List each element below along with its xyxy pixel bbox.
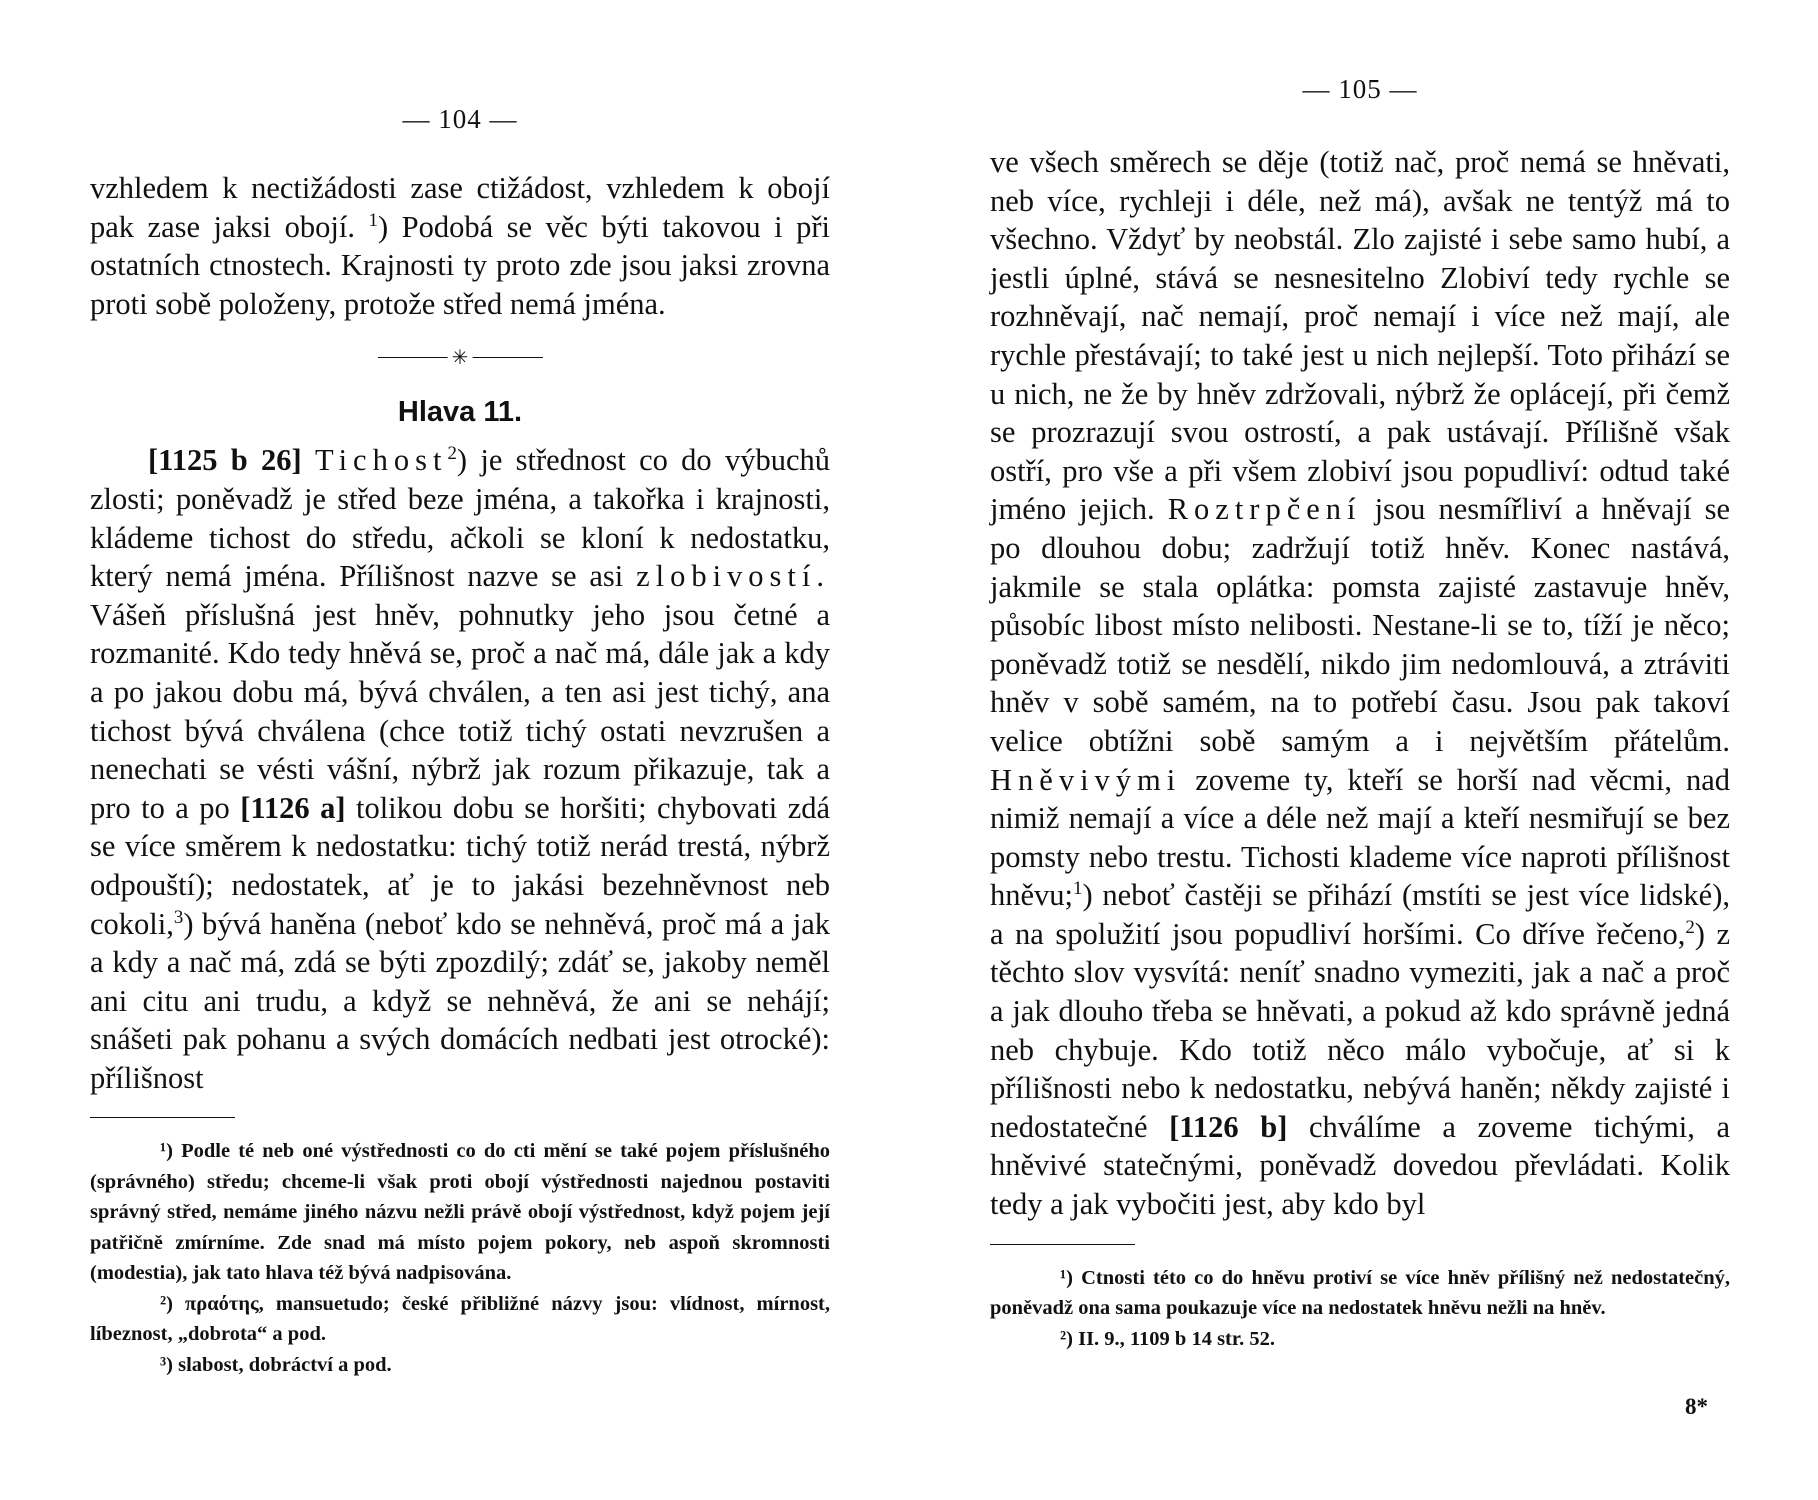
footnote-marker: 1 — [368, 209, 378, 231]
footnote-2: ²) II. 9., 1109 b 14 str. 52. — [1060, 1327, 1275, 1350]
paragraph-text: jsou nesmířliví a hněvají se po dlouhou dobu; zadržují totiž hněv. Konec nastává, jakmile se stala oplátka: pomsta zajisté zastavuje hněv, působíc libost místo nelibosti. Nestane-li se to, tíží je něco; poněvadž totiž se nesdělí, nikdo jim nedomlouvá, a ztráviti hněv v sobě samém, na to potřebí času. Jsou pak takoví velice obtížni sobě samým a i největším přátelům. — [990, 492, 1730, 758]
footnote-marker: 3 — [173, 906, 184, 928]
paragraph-text: tolikou dobu se horšiti; chybovati zdá se více směrem k nedostatku: tichý totiž nerád trestá, nýbrž odpouští); nedostatek, ať je to jakási bezehněvnost neb cokoli, — [90, 790, 831, 941]
footnote-marker: 1 — [1073, 878, 1083, 900]
intro-paragraph — [90, 169, 830, 323]
bekker-reference: [1126 a] — [240, 790, 346, 825]
footnote-3: ³) slabost, dobráctví a pod. — [160, 1353, 392, 1376]
section-divider — [378, 345, 543, 370]
intro-text: vzhledem k nectižádosti zase ctižádost, vzhledem k obojí pak zase jaksi obojí. — [90, 171, 830, 244]
paragraph-text: chválíme a zoveme tichými, a hněvivé statečnými, poněvadž dovedou převládati. Kolik tedy a jak vybočiti jest, aby kdo byl — [990, 1109, 1730, 1222]
paragraph-text: ) je střednost co do výbuchů zlosti; poněvadž je střed beze jména, a takořka i krajnosti, kládeme tichost do středu, ačkoli se kloní k nedostatku, který nemá jména. Přílišnost nazve se asi — [90, 443, 831, 594]
footnote-rule — [990, 1244, 1135, 1245]
chapter-paragraph — [90, 441, 830, 1097]
footnotes — [90, 1136, 830, 1380]
main-paragraph — [990, 143, 1730, 1224]
term-zlobivost: zlobivostí. — [636, 559, 830, 594]
term-hnevivi: Hněvivými — [990, 762, 1182, 797]
footnote-1: ¹) Podle té neb oné výstřednosti co do cti mění se také pojem příslušného (správného) středu; chceme-li však proti obojí výstřednosti najednou postaviti správný střed, nemáme jiného názvu nežli právě obojí výstřednost, když pojem její patřičně zmírníme. Zde snad má místo pojem pokory, neb aspoň skromnosti (modestia), jak tato hlava též bývá nadpisována. — [90, 1140, 830, 1285]
footnote-rule — [90, 1117, 235, 1118]
term-roztrpceni: Roztrpčení — [1167, 492, 1362, 527]
term-tichost: Tichost — [315, 443, 448, 478]
printer-signature: 8* — [1685, 1394, 1708, 1419]
footnotes — [990, 1263, 1730, 1355]
paragraph-text: ) neboť častěji se přihází (mstíti se jest více lidské), a na spolužití jsou popudliví horšími. Co dříve řečeno, — [990, 878, 1730, 951]
asterisk-ornament-icon: ✳ — [448, 345, 473, 369]
footnote-2: ²) πραότης, mansuetudo; české přibližné názvy jsou: vlídnost, mírnost, líbeznost, „dobrota“ a pod. — [90, 1292, 830, 1346]
footnote-1: ¹) Ctnosti této co do hněvu protiví se více hněv přílišný než nedostatečný, poněvadž ona sama poukazuje více na nedostatek hněvu nežli na hněv. — [990, 1266, 1730, 1320]
paragraph-text: zoveme ty, kteří se horší nad věcmi, nad nimiž nemají a více a déle než mají a kteří nesmiřují se bez pomsty nebo trestu. Tichosti klademe více naproti přílišnost hněvu; — [990, 762, 1731, 913]
paragraph-text: ve všech směrech se děje (totiž nač, proč nemá se hněvati, neb více, rychleji i déle, než má), avšak ne tentýž má to všechno. Vždyť by neobstál. Zlo zajisté i sebe samo hubí, a jestli úplné, stává se nesnesitelno Zlobiví tedy rychle se rozhněvají, nač nemají, proč nemají i více než mají, ale rychle přestávají; to také jest u nich nejlepší. Toto přihází se u nich, ne že by hněv zdržovali, nýbrž že oplácejí, při čemž se prozrazují svou ostrostí, a pak ustávají. Přílišně však ostří, pro vše a při všem zlobiví jsou popudliví: odtud také jméno jejich. — [990, 145, 1730, 527]
intro-continuation: ) Podobá se věc býti takovou i při ostatních ctnostech. Krajnosti ty proto zde jsou jaksi zrovna proti sobě položeny, protože střed nemá jména. — [90, 209, 830, 321]
paragraph-text: Vášeň příslušná jest hněv, pohnutky jeho jsou četné a rozmanité. Kdo tedy hněvá se, proč a nač má, dále jak a kdy a po jakou dobu má, bývá chválen, a ten asi jest tichý, ana tichost bývá chválena (chce totiž tichý ostati nevzrušen a nenechati se vésti vášní, nýbrž jak rozum přikazuje, tak a pro to a po — [90, 597, 830, 825]
paragraph-text: ) bývá haněna (neboť kdo se nehněvá, proč má a jak a kdy a nač má, zdá se býti zpozdilý; zdáť se, jakoby neměl ani citu ani trudu, a když se nehněvá, že ani se nehájí; snášeti pak pohanu a svých domácích nedbati jest otrocké): přílišnost — [90, 906, 830, 1095]
left-page — [90, 0, 830, 1380]
footnote-marker: 2 — [1685, 916, 1695, 938]
chapter-heading: Hlava 11. — [397, 396, 523, 429]
page-number: — 105 — — [1302, 74, 1418, 104]
footnote-marker: 2 — [447, 443, 457, 465]
page-number: — 104 — — [402, 104, 518, 134]
paragraph-text: ) z těchto slov vysvítá: neníť snadno vymeziti, jak a nač a proč a jak dlouho třeba se hněvati, a pokud až kdo správně jedná neb chybuje. Kdo totiž něco málo vybočuje, ať si k přílišnosti nebo k nedostatku, nebývá haněn; někdy zajisté i nedostatečné — [990, 916, 1730, 1144]
right-page — [990, 0, 1730, 1354]
bekker-reference: [1125 b 26] — [148, 443, 302, 478]
bekker-reference: [1126 b] — [1169, 1109, 1288, 1144]
